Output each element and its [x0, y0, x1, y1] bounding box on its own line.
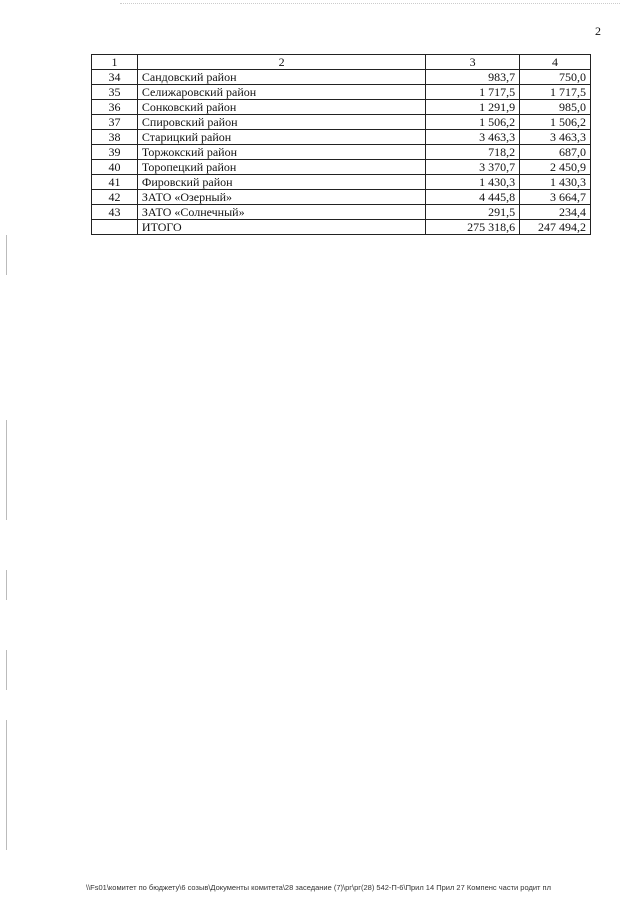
value-col3: 3 370,7	[426, 160, 520, 175]
table-row	[92, 115, 591, 130]
district-name: Сонковский район	[137, 100, 425, 115]
total-value-col3: 275 318,6	[426, 220, 520, 235]
value-col3: 3 463,3	[426, 130, 520, 145]
value-col4: 234,4	[520, 205, 591, 220]
row-number: 37	[92, 115, 138, 130]
page-number: 2	[595, 24, 601, 38]
value-col4: 750,0	[520, 70, 591, 85]
row-number: 36	[92, 100, 138, 115]
row-number: 40	[92, 160, 138, 175]
row-number: 35	[92, 85, 138, 100]
scan-artifact-edge	[6, 650, 7, 690]
district-name: Сандовский район	[137, 70, 425, 85]
table-row	[92, 175, 591, 190]
total-value-col4: 247 494,2	[520, 220, 591, 235]
column-header-4: 4	[520, 55, 591, 70]
table-body	[92, 70, 591, 235]
row-number: 34	[92, 70, 138, 85]
scan-artifact-edge	[6, 420, 7, 520]
value-col4: 687,0	[520, 145, 591, 160]
value-col3: 1 430,3	[426, 175, 520, 190]
table-row	[92, 160, 591, 175]
value-col4: 1 430,3	[520, 175, 591, 190]
district-name: ЗАТО «Озерный»	[137, 190, 425, 205]
row-number: 41	[92, 175, 138, 190]
row-number: 38	[92, 130, 138, 145]
value-col3: 1 717,5	[426, 85, 520, 100]
district-name: Селижаровский район	[137, 85, 425, 100]
total-label: ИТОГО	[137, 220, 425, 235]
value-col3: 1 506,2	[426, 115, 520, 130]
table-row	[92, 190, 591, 205]
row-number: 42	[92, 190, 138, 205]
table-row	[92, 145, 591, 160]
data-table	[91, 54, 591, 235]
value-col3: 291,5	[426, 205, 520, 220]
value-col4: 1 506,2	[520, 115, 591, 130]
row-number: 43	[92, 205, 138, 220]
table-row	[92, 130, 591, 145]
value-col3: 1 291,9	[426, 100, 520, 115]
total-row	[92, 220, 591, 235]
scan-artifact-edge	[6, 235, 7, 275]
scan-artifact-edge	[6, 570, 7, 600]
value-col3: 983,7	[426, 70, 520, 85]
table-header-row	[92, 55, 591, 70]
column-header-2: 2	[137, 55, 425, 70]
scan-artifact-edge	[6, 720, 7, 850]
column-header-3: 3	[426, 55, 520, 70]
district-name: Торжокский район	[137, 145, 425, 160]
district-name: Фировский район	[137, 175, 425, 190]
value-col3: 718,2	[426, 145, 520, 160]
table-row	[92, 205, 591, 220]
value-col4: 1 717,5	[520, 85, 591, 100]
value-col4: 3 463,3	[520, 130, 591, 145]
district-name: Спировский район	[137, 115, 425, 130]
total-row-number	[92, 220, 138, 235]
table-row	[92, 100, 591, 115]
value-col3: 4 445,8	[426, 190, 520, 205]
table-row	[92, 85, 591, 100]
value-col4: 2 450,9	[520, 160, 591, 175]
district-name: Торопецкий район	[137, 160, 425, 175]
table-row	[92, 70, 591, 85]
column-header-1: 1	[92, 55, 138, 70]
district-name: ЗАТО «Солнечный»	[137, 205, 425, 220]
value-col4: 985,0	[520, 100, 591, 115]
row-number: 39	[92, 145, 138, 160]
file-path-footer: \\Fs01\комитет по бюджету\6 созыв\Документы комитета\28 заседание (7)\рг\рг(28) 542-П-6\Прил 14 Прил 27 Компенс части родит пл	[86, 883, 551, 892]
scan-artifact-top	[120, 3, 620, 5]
value-col4: 3 664,7	[520, 190, 591, 205]
district-name: Старицкий район	[137, 130, 425, 145]
